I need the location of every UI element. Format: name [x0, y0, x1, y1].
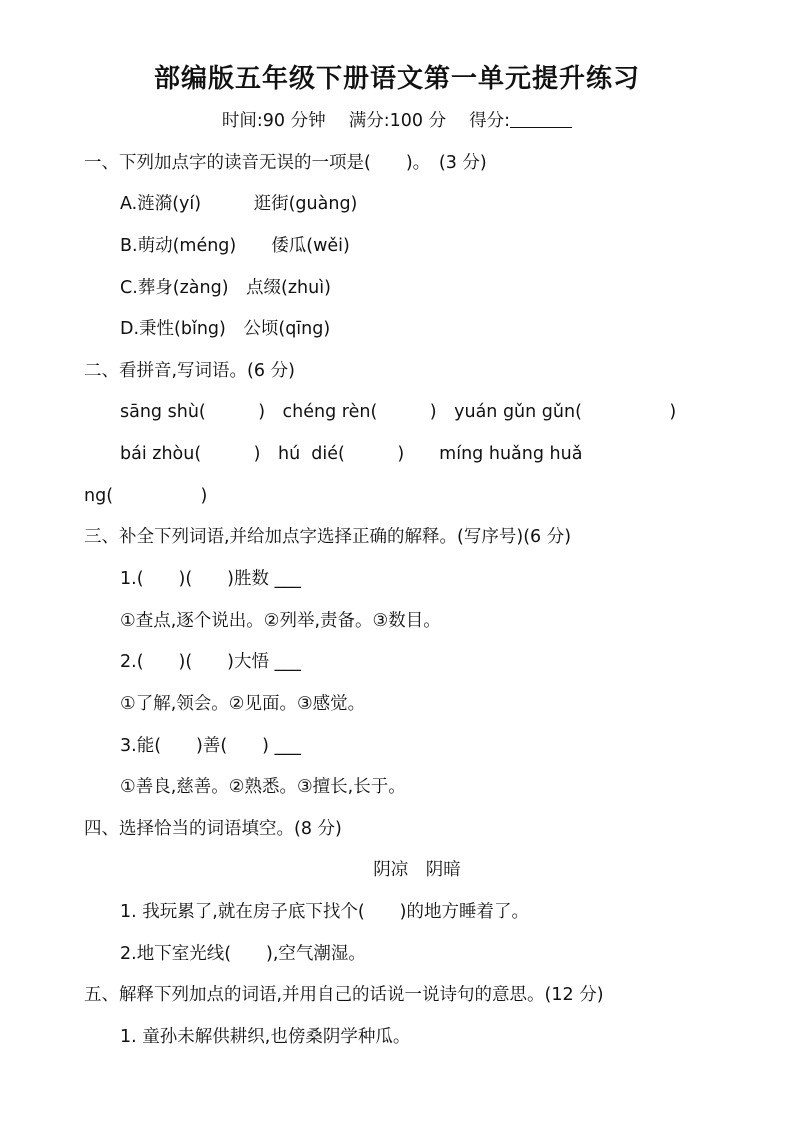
question-4-1: 1. 我玩累了,就在房子底下找个( )的地方睡着了。: [120, 902, 529, 922]
score-label: 得分:: [469, 111, 511, 131]
option-b: B.萌动(méng) 倭瓜(wěi): [120, 236, 350, 256]
option-a: A.涟漪(yí) 逛街(guàng): [120, 194, 358, 214]
section-2-heading: 二、看拼音,写词语。(6 分): [84, 361, 295, 381]
page-title: 部编版五年级下册语文第一单元提升练习: [153, 64, 640, 94]
question-4-2: 2.地下室光线( ),空气潮湿。: [120, 944, 366, 964]
question-3-1: 1.( )( )胜数 ___: [120, 569, 301, 589]
section-3-heading: 三、补全下列词语,并给加点字选择正确的解释。(写序号)(6 分): [84, 527, 572, 547]
pinyin-row-2: bái zhòu( ) hú dié( ) míng huǎng huǎ: [120, 444, 583, 464]
pinyin-row-1: sāng shù( ) chéng rèn( ) yuán gǔn gǔn( ): [120, 402, 677, 422]
question-3-1-options: ①查点,逐个说出。②列举,责备。③数目。: [120, 611, 441, 631]
section-1-heading: 一、下列加点字的读音无误的一项是( )。 (3 分): [84, 153, 487, 173]
question-3-2: 2.( )( )大悟 ___: [120, 652, 301, 672]
section-4-heading: 四、选择恰当的词语填空。(8 分): [84, 819, 342, 839]
score-blank[interactable]: [510, 111, 572, 128]
full-score-label: 满分:100 分: [348, 111, 447, 131]
question-3-3: 3.能( )善( ) ___: [120, 736, 301, 756]
question-5-1: 1. 童孙未解供耕织,也傍桑阴学种瓜。: [120, 1027, 411, 1047]
question-3-2-options: ①了解,领会。②见面。③感觉。: [120, 694, 366, 714]
time-label: 时间:90 分钟: [221, 111, 326, 131]
question-3-3-options: ①善良,慈善。②熟悉。③擅长,长于。: [120, 777, 406, 797]
option-c: C.葬身(zàng) 点缀(zhuì): [120, 278, 331, 298]
section-5-heading: 五、解释下列加点的词语,并用自己的话说一说诗句的意思。(12 分): [84, 985, 604, 1005]
option-d: D.秉性(bǐng) 公顷(qīng): [120, 319, 331, 339]
pinyin-row-3: ng( ): [84, 486, 208, 506]
word-choices: 阴凉 阴暗: [373, 860, 461, 880]
exam-meta: [0, 110, 794, 132]
